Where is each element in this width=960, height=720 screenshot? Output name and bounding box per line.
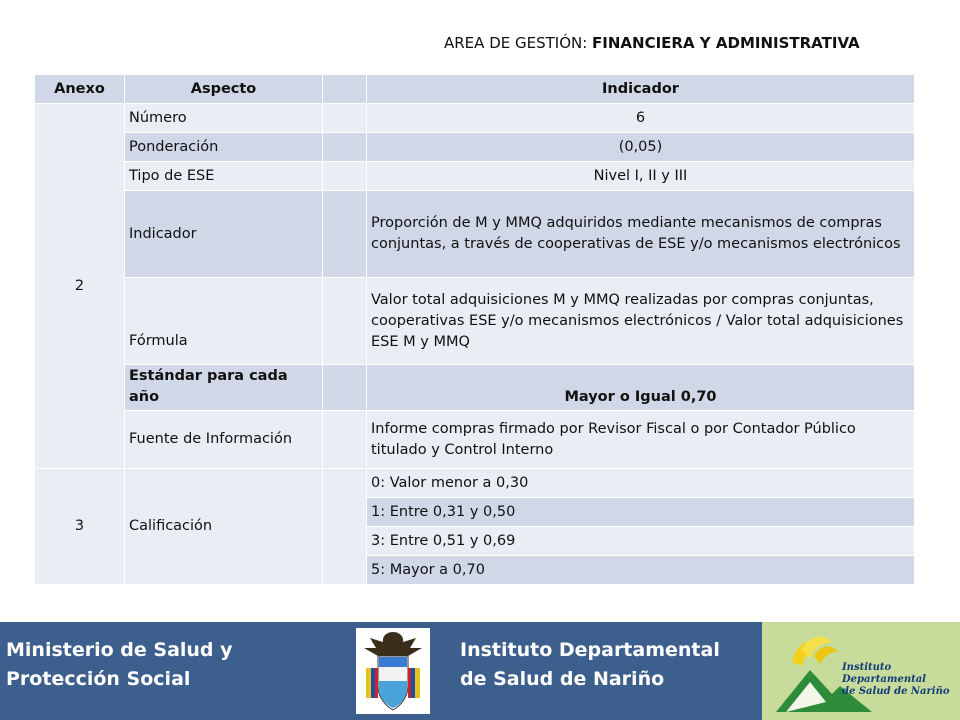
spacer-cell (323, 191, 367, 278)
aspect-cell: Fuente de Información (125, 411, 323, 469)
aspect-cell: Ponderación (125, 133, 323, 162)
aspect-cell: Número (125, 104, 323, 133)
table-row (35, 162, 915, 191)
table-row (35, 278, 915, 365)
footer-bar (0, 622, 960, 720)
instituto-line-1: Instituto Departamental (460, 639, 720, 661)
calificacion-item: 3: Entre 0,51 y 0,69 (367, 527, 915, 556)
spacer-cell (323, 469, 367, 585)
logo-line-3: de Salud de Nariño (842, 686, 950, 697)
area-value: FINANCIERA Y ADMINISTRATIVA (592, 34, 860, 52)
header-aspecto: Aspecto (125, 75, 323, 104)
table-row (35, 104, 915, 133)
ids-logo-text (842, 662, 950, 698)
value-cell: Valor total adquisiciones M y MMQ realizadas por compras conjuntas, cooperativas ESE y/o mecanismos electrónicos / Valor total adquisiciones ESE M y MMQ (367, 278, 915, 365)
area-title (444, 34, 860, 52)
header-spacer (323, 75, 367, 104)
aspect-cell: Estándar para cada año (125, 365, 323, 411)
area-label: AREA DE GESTIÓN: (444, 34, 593, 52)
indicator-table (34, 74, 915, 585)
calificacion-label: Calificación (125, 469, 323, 585)
aspect-cell: Tipo de ESE (125, 162, 323, 191)
spacer-cell (323, 104, 367, 133)
table-row (35, 133, 915, 162)
instituto-line-2: de Salud de Nariño (460, 668, 665, 690)
ministerio-name (6, 636, 233, 694)
calificacion-item: 0: Valor menor a 0,30 (367, 469, 915, 498)
ids-narino-logo (762, 622, 960, 720)
anexo-3-cell: 3 (35, 469, 125, 585)
logo-line-2: Departamental (842, 674, 926, 685)
value-cell: Informe compras firmado por Revisor Fiscal o por Contador Público titulado y Control Interno (367, 411, 915, 469)
instituto-name (460, 636, 720, 694)
anexo-2-cell: 2 (35, 104, 125, 469)
ministerio-line-1: Ministerio de Salud y (6, 639, 233, 661)
aspect-cell: Fórmula (125, 278, 323, 365)
ministerio-line-2: Protección Social (6, 668, 191, 690)
table-header-row (35, 75, 915, 104)
table-row (35, 411, 915, 469)
colombia-coat-of-arms-logo (356, 628, 430, 714)
spacer-cell (323, 278, 367, 365)
table-row (35, 469, 915, 498)
value-cell: Nivel I, II y III (367, 162, 915, 191)
calificacion-item: 1: Entre 0,31 y 0,50 (367, 498, 915, 527)
header-indicador: Indicador (367, 75, 915, 104)
header-anexo: Anexo (35, 75, 125, 104)
value-cell: Proporción de M y MMQ adquiridos mediante mecanismos de compras conjuntas, a través de cooperativas de ESE y/o mecanismos electrónicos (367, 191, 915, 278)
spacer-cell (323, 133, 367, 162)
value-cell: Mayor o Igual 0,70 (367, 365, 915, 411)
spacer-cell (323, 162, 367, 191)
spacer-cell (323, 411, 367, 469)
coat-of-arms-icon (356, 628, 430, 714)
table-row (35, 365, 915, 411)
logo-line-1: Instituto (842, 662, 892, 673)
value-cell: (0,05) (367, 133, 915, 162)
spacer-cell (323, 365, 367, 411)
value-cell: 6 (367, 104, 915, 133)
aspect-cell: Indicador (125, 191, 323, 278)
table-row (35, 191, 915, 278)
calificacion-item: 5: Mayor a 0,70 (367, 556, 915, 585)
